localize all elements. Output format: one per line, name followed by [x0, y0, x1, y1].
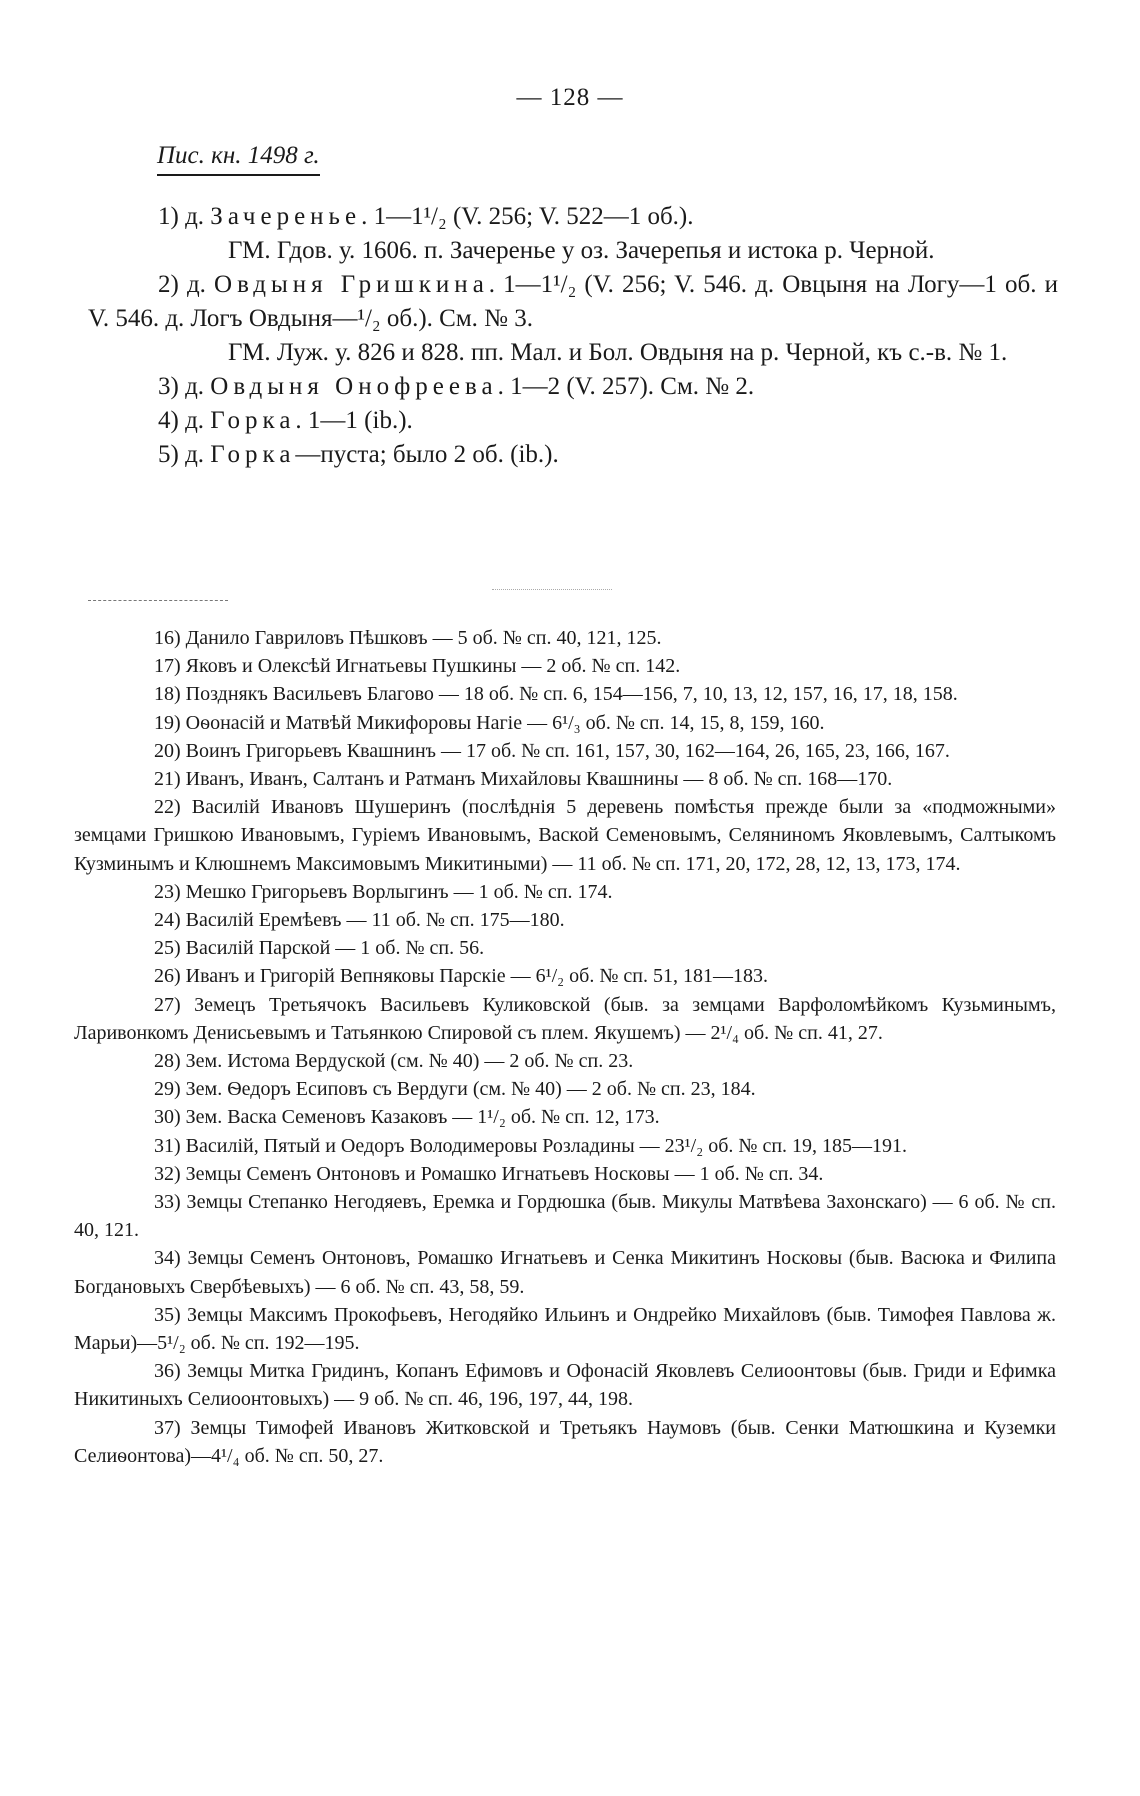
footnotes: [74, 624, 1056, 1470]
entry-prefix: 5) д.: [158, 441, 211, 468]
village-entry: [88, 268, 1058, 336]
footnote: 22) Василій Ивановъ Шушеринъ (послѣднія 5 деревень помѣстья прежде были за «подможными» земцами Гришкою Ивановымъ, Гуріемъ Ивановымъ, Ваской Семеновымъ, Селяниномъ Яковлевымъ, Салтыкомъ Кузминымъ и Клюшнемъ Максимовымъ Микитиными) — 11 об. № сп. 171, 20, 172, 28, 12, 13, 173, 174.: [74, 796, 1056, 875]
entry-text: . 1—1¹/₂ (V. 256; V. 546. д. Овцыня на Логу—1 об. и V. 546. д. Логъ Овдыня—¹/₂ об.). См. № 3.: [88, 271, 1059, 332]
footnote: 28) Зем. Истома Вердуской (см. № 40) — 2 об. № сп. 23.: [154, 1050, 634, 1073]
footnote: 19) Оѳонасій и Матвѣй Микифоровы Нагіе — 6¹/₃ об. № сп. 14, 15, 8, 159, 160.: [154, 711, 825, 734]
footnote: 36) Земцы Митка Гридинъ, Копанъ Ефимовъ и Офонасій Яковлевъ Селиоонтовы (быв. Гриди и Ефимка Никитиныхъ Селиоонтовыхъ) — 9 об. № сп. 46, 196, 197, 44, 198.: [74, 1360, 1056, 1411]
footnote: 31) Василій, Пятый и Оедоръ Володимеровы Розладины — 23¹/₂ об. № сп. 19, 185—191.: [154, 1134, 908, 1157]
footnote: 34) Земцы Семенъ Онтоновъ, Ромашко Игнатьевъ и Сенка Микитинъ Носковы (быв. Васюка и Филипа Богдановыхъ Свербѣевыхъ) — 6 об. № сп. 43, 58, 59.: [74, 1247, 1056, 1298]
footnote: 26) Иванъ и Григорій Вепняковы Парскіе — 6¹/₂ об. № сп. 51, 181—183.: [154, 965, 768, 988]
source-heading: Пис. кн. 1498 г.: [157, 142, 320, 176]
village-note: [88, 234, 1058, 268]
footnote: 23) Мешко Григорьевъ Ворлыгинъ — 1 об. № сп. 174.: [154, 880, 613, 903]
village-name: Горка: [210, 407, 296, 434]
entry-text: ГМ. Гдов. у. 1606. п. Зачеренье у оз. Зачерепья и истока р. Черной.: [228, 237, 935, 264]
village-entry: [88, 370, 1058, 404]
village-name: Овдыня Онофреева: [210, 373, 498, 400]
footnote: 37) Земцы Тимофей Ивановъ Житковской и Третьякъ Наумовъ (быв. Сенки Матюшкина и Куземки Селиѳонтова)—4¹/₄ об. № сп. 50, 27.: [74, 1416, 1056, 1467]
footnote: 30) Зем. Васка Семеновъ Казаковъ — 1¹/₂ об. № сп. 12, 173.: [154, 1106, 660, 1129]
footnote: 20) Воинъ Григорьевъ Квашнинъ — 17 об. № сп. 161, 157, 30, 162—164, 26, 165, 23, 166, 167.: [154, 739, 950, 762]
footnote: 16) Данило Гавриловъ Пѣшковъ — 5 об. № сп. 40, 121, 125.: [154, 627, 662, 649]
footnote: 18) Позднякъ Васильевъ Благово — 18 об. № сп. 6, 154—156, 7, 10, 13, 12, 157, 16, 17, 18, 158.: [154, 683, 958, 706]
entry-prefix: 2) д.: [158, 271, 215, 298]
entry-prefix: 4) д.: [158, 407, 211, 434]
village-name: Зачеренье: [210, 203, 362, 230]
village-entry: [88, 404, 1058, 438]
village-name: Горка: [210, 441, 296, 468]
footnote: 24) Василій Еремѣевъ — 11 об. № сп. 175—180.: [154, 909, 565, 932]
entry-prefix: 3) д.: [158, 373, 211, 400]
village-note: [88, 336, 1058, 370]
entry-text: . 1—1 (ib.).: [295, 407, 413, 434]
footnote: 33) Земцы Степанко Негодяевъ, Еремка и Гордюшка (быв. Микулы Матвѣева Захонскаго) — 6 об. № сп. 40, 121.: [74, 1191, 1056, 1242]
footnote-separator: [88, 600, 228, 601]
village-entries: [88, 200, 1058, 472]
footnote: 25) Василій Парской — 1 об. № сп. 56.: [154, 937, 485, 960]
footnote: 35) Земцы Максимъ Прокофьевъ, Негодяйко Ильинъ и Ондрейко Михайловъ (быв. Тимофея Павлова ж. Марьи)—5¹/₂ об. № сп. 192—195.: [74, 1303, 1056, 1355]
entry-text: . 1—2 (V. 257). См. № 2.: [497, 373, 755, 400]
footnote: 27) Земецъ Третьячокъ Васильевъ Куликовской (быв. за земцами Варфоломѣйкомъ Кузьминымъ, Ларивонкомъ Денисьевымъ и Татьянкою Спировой съ плем. Якушемъ) — 2¹/₄ об. № сп. 41, 27.: [74, 993, 1056, 1044]
faint-rule: [492, 589, 612, 590]
page-number: — 128 —: [516, 84, 624, 111]
footnote: 32) Земцы Семенъ Онтоновъ и Ромашко Игнатьевъ Носковы — 1 об. № сп. 34.: [154, 1162, 824, 1185]
village-name: Овдыня Гришкина: [214, 271, 489, 298]
entry-text: —пуста; было 2 об. (ib.).: [295, 441, 559, 468]
footnote: 17) Яковъ и Олексѣй Игнатьевы Пушкины — 2 об. № сп. 142.: [154, 655, 681, 678]
footnote: 29) Зем. Ѳедоръ Есиповъ съ Вердуги (см. № 40) — 2 об. № сп. 23, 184.: [154, 1078, 756, 1101]
footnote: 21) Иванъ, Иванъ, Салтанъ и Ратманъ Михайловы Квашнины — 8 об. № сп. 168—170.: [154, 768, 893, 791]
entry-text: ГМ. Луж. у. 826 и 828. пп. Мал. и Бол. Овдыня на р. Черной, къ с.-в. № 1.: [228, 339, 1008, 366]
village-entry: [88, 438, 1058, 472]
village-entry: [88, 200, 1058, 234]
entry-text: . 1—1¹/₂ (V. 256; V. 522—1 об.).: [361, 203, 694, 230]
entry-prefix: 1) д.: [158, 203, 211, 230]
